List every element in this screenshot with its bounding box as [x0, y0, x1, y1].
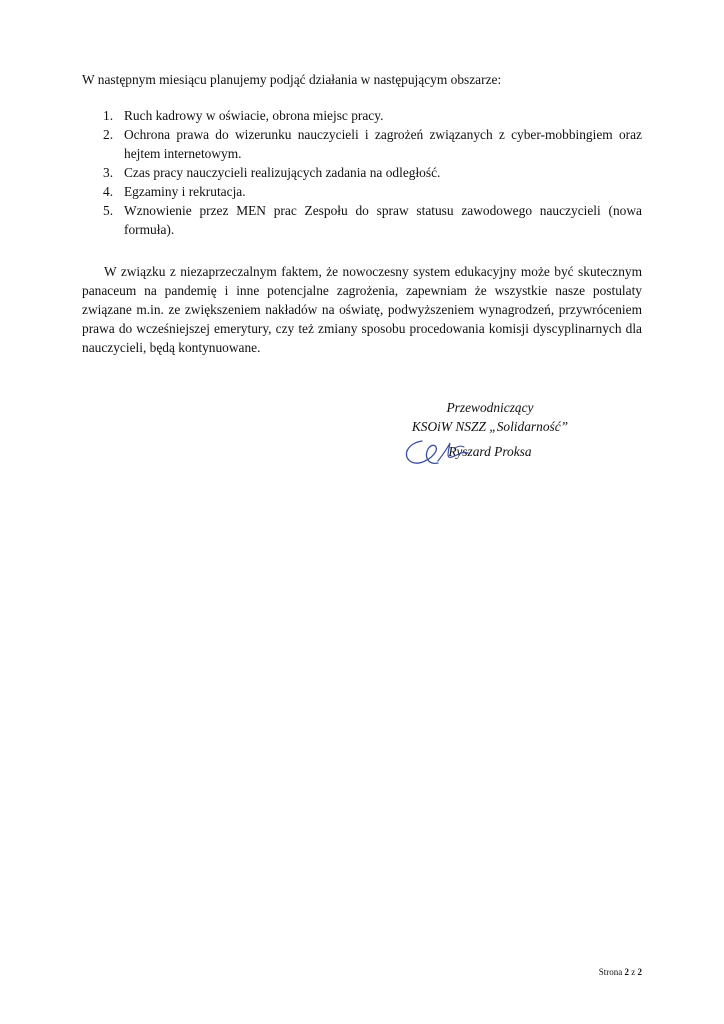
signatory-role: Przewodniczący [446, 400, 534, 415]
list-item-text: Ruch kadrowy w oświacie, obrona miejsc pracy. [124, 108, 384, 123]
list-item [82, 106, 642, 125]
footer-separator: z [631, 967, 636, 977]
list-item-number: 5. [103, 203, 114, 218]
list-item-number: 2. [103, 127, 114, 142]
plan-list [82, 106, 642, 239]
list-item [82, 182, 642, 201]
page-number-footer [599, 966, 642, 978]
list-item-number: 1. [103, 108, 114, 123]
list-item-text: Egzaminy i rekrutacja. [124, 184, 246, 199]
list-item [82, 201, 642, 239]
list-item [82, 125, 642, 163]
signature-stroke [454, 446, 464, 449]
signatory-name: Ryszard Proksa [448, 444, 532, 459]
list-item-text: Wznowienie przez MEN prac Zespołu do spraw statusu zawodowego nauczycieli (nowa formuła). [124, 203, 642, 237]
signatory-organization: KSOiW NSZZ „Solidarność” [411, 419, 569, 434]
signature-stroke [438, 443, 468, 461]
handwritten-signature-image [388, 431, 478, 475]
list-item-number: 3. [103, 165, 114, 180]
signature-stroke [406, 441, 438, 463]
signature-block [340, 398, 640, 461]
intro-sentence: W następnym miesiącu planujemy podjąć działania w następującym obszarze: [82, 72, 502, 87]
footer-total-pages: 2 [637, 967, 642, 977]
list-item-text: Czas pracy nauczycieli realizujących zadania na odległość. [124, 165, 441, 180]
body-paragraph: W związku z niezaprzeczalnym faktem, że nowoczesny system edukacyjny może być skutecznym panaceum na pandemię i inne potencjalne zagrożenia, zapewniam że wszystkie nasze postulaty związane m.in. ze zwiększeniem nakładów na oświatę, podwyższeniem wynagrodzeń, przywróceniem prawa do wcześniejszej emerytury, czy też zmiany sposobu procedowania komisji dyscyplinarnych dla nauczycieli, będą kontynuowane. [82, 264, 642, 355]
list-item-number: 4. [103, 184, 114, 199]
list-item-text: Ochrona prawa do wizerunku nauczycieli i zagrożeń związanych z cyber-mobbingiem oraz hejtem internetowym. [124, 127, 642, 161]
footer-current-page: 2 [624, 967, 629, 977]
list-item [82, 163, 642, 182]
footer-page-label: Strona [598, 967, 623, 977]
